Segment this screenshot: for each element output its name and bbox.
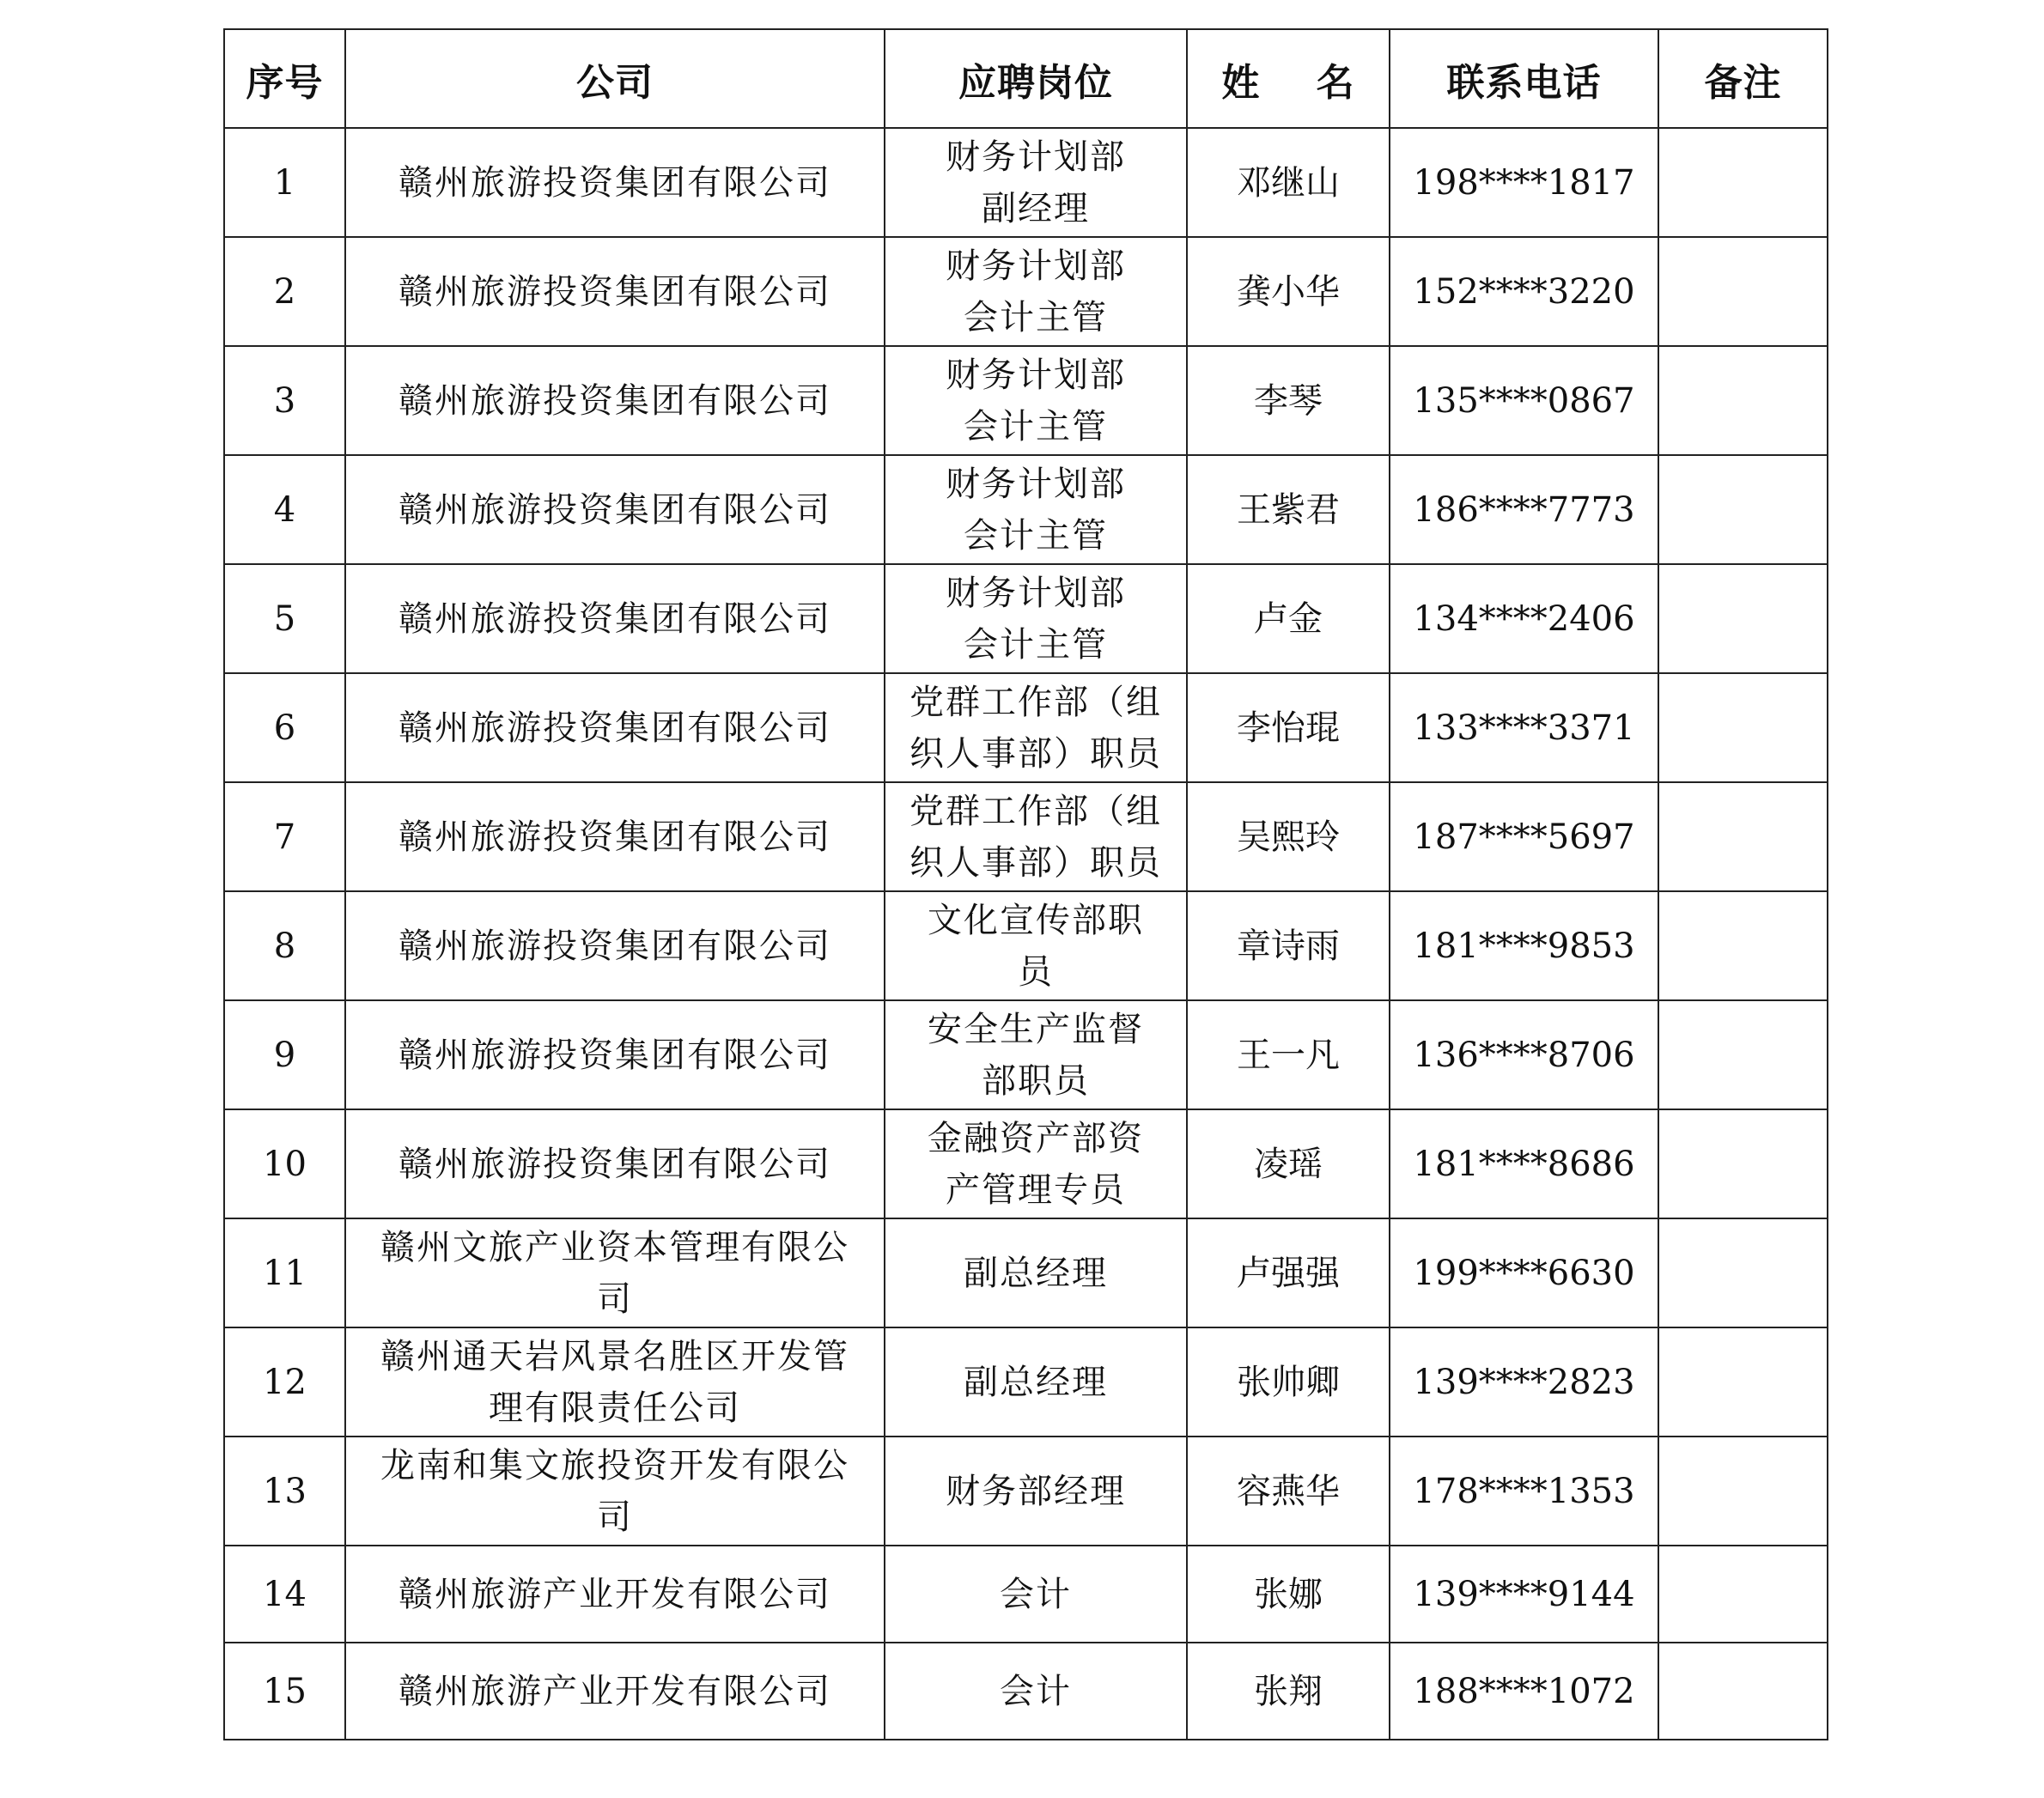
table-row — [224, 346, 1828, 455]
cell-company: 赣州旅游投资集团有限公司 — [345, 455, 885, 564]
cell-phone: 133****3371 — [1390, 673, 1658, 782]
table-row — [224, 1643, 1828, 1740]
cell-index: 5 — [224, 564, 345, 673]
cell-remark — [1658, 1437, 1828, 1546]
cell-name: 龚小华 — [1187, 237, 1390, 346]
header-company: 公司 — [345, 29, 885, 128]
cell-name: 章诗雨 — [1187, 891, 1390, 1000]
cell-company: 赣州旅游投资集团有限公司 — [345, 237, 885, 346]
cell-company: 赣州旅游投资集团有限公司 — [345, 564, 885, 673]
cell-phone: 152****3220 — [1390, 237, 1658, 346]
cell-remark — [1658, 1109, 1828, 1218]
cell-name: 凌瑶 — [1187, 1109, 1390, 1218]
cell-position: 会计 — [885, 1546, 1187, 1643]
cell-company: 赣州旅游投资集团有限公司 — [345, 1000, 885, 1109]
cell-position — [885, 237, 1187, 346]
cell-position — [885, 1000, 1187, 1109]
cell-remark — [1658, 1546, 1828, 1643]
table-row — [224, 1437, 1828, 1546]
company-text: 龙南和集文旅投资开发有限公司 — [380, 1445, 849, 1537]
cell-position: 财务部经理 — [885, 1437, 1187, 1546]
position-text: 党群工作部（组织人事部）职员 — [909, 682, 1162, 774]
cell-remark — [1658, 1218, 1828, 1327]
cell-position — [885, 128, 1187, 237]
cell-phone: 178****1353 — [1390, 1437, 1658, 1546]
cell-name: 王紫君 — [1187, 455, 1390, 564]
cell-phone: 199****6630 — [1390, 1218, 1658, 1327]
cell-index: 1 — [224, 128, 345, 237]
table-row — [224, 128, 1828, 237]
cell-position: 副总经理 — [885, 1218, 1187, 1327]
cell-company — [345, 1437, 885, 1546]
cell-index: 3 — [224, 346, 345, 455]
cell-phone: 188****1072 — [1390, 1643, 1658, 1740]
cell-name: 邓继山 — [1187, 128, 1390, 237]
table-row — [224, 564, 1828, 673]
cell-position — [885, 1109, 1187, 1218]
cell-phone: 139****2823 — [1390, 1327, 1658, 1437]
cell-phone: 139****9144 — [1390, 1546, 1658, 1643]
header-position: 应聘岗位 — [885, 29, 1187, 128]
cell-index: 15 — [224, 1643, 345, 1740]
cell-position: 会计 — [885, 1643, 1187, 1740]
header-phone: 联系电话 — [1390, 29, 1658, 128]
cell-index: 7 — [224, 782, 345, 891]
cell-position — [885, 564, 1187, 673]
table-row — [224, 1546, 1828, 1643]
table-row — [224, 1327, 1828, 1437]
header-name: 姓 名 — [1187, 29, 1390, 128]
cell-position — [885, 891, 1187, 1000]
cell-company: 赣州旅游投资集团有限公司 — [345, 782, 885, 891]
company-text: 赣州通天岩风景名胜区开发管理有限责任公司 — [380, 1336, 849, 1428]
cell-phone: 187****5697 — [1390, 782, 1658, 891]
position-text: 财务计划部副经理 — [946, 137, 1126, 228]
cell-name: 张帅卿 — [1187, 1327, 1390, 1437]
cell-name: 王一凡 — [1187, 1000, 1390, 1109]
cell-name: 卢金 — [1187, 564, 1390, 673]
position-text: 金融资产部资产管理专员 — [928, 1118, 1144, 1210]
applicant-table — [223, 28, 1828, 1740]
cell-phone: 198****1817 — [1390, 128, 1658, 237]
table-row — [224, 673, 1828, 782]
cell-index: 11 — [224, 1218, 345, 1327]
cell-name: 卢强强 — [1187, 1218, 1390, 1327]
cell-remark — [1658, 346, 1828, 455]
cell-index: 6 — [224, 673, 345, 782]
cell-remark — [1658, 1643, 1828, 1740]
cell-company: 赣州旅游投资集团有限公司 — [345, 673, 885, 782]
cell-name: 张翔 — [1187, 1643, 1390, 1740]
cell-name: 吴熙玲 — [1187, 782, 1390, 891]
cell-position: 副总经理 — [885, 1327, 1187, 1437]
cell-index: 10 — [224, 1109, 345, 1218]
cell-index: 8 — [224, 891, 345, 1000]
cell-remark — [1658, 455, 1828, 564]
cell-company: 赣州旅游投资集团有限公司 — [345, 128, 885, 237]
cell-name: 李怡琨 — [1187, 673, 1390, 782]
position-text: 财务计划部会计主管 — [946, 464, 1126, 556]
header-remark: 备注 — [1658, 29, 1828, 128]
cell-phone: 136****8706 — [1390, 1000, 1658, 1109]
table-row — [224, 1000, 1828, 1109]
cell-remark — [1658, 564, 1828, 673]
cell-company: 赣州旅游产业开发有限公司 — [345, 1643, 885, 1740]
table-row — [224, 237, 1828, 346]
company-text: 赣州文旅产业资本管理有限公司 — [380, 1227, 849, 1319]
position-text: 财务计划部会计主管 — [946, 246, 1126, 337]
cell-company — [345, 1218, 885, 1327]
cell-index: 13 — [224, 1437, 345, 1546]
cell-position — [885, 346, 1187, 455]
cell-remark — [1658, 1000, 1828, 1109]
table-row — [224, 1218, 1828, 1327]
cell-phone: 134****2406 — [1390, 564, 1658, 673]
cell-phone: 181****9853 — [1390, 891, 1658, 1000]
cell-phone: 186****7773 — [1390, 455, 1658, 564]
header-row — [224, 29, 1828, 128]
cell-position — [885, 673, 1187, 782]
table-row — [224, 455, 1828, 564]
position-text: 财务计划部会计主管 — [946, 573, 1126, 665]
cell-phone: 135****0867 — [1390, 346, 1658, 455]
cell-company: 赣州旅游投资集团有限公司 — [345, 891, 885, 1000]
position-text: 财务计划部会计主管 — [946, 355, 1126, 446]
cell-index: 14 — [224, 1546, 345, 1643]
cell-company: 赣州旅游投资集团有限公司 — [345, 346, 885, 455]
table-row — [224, 891, 1828, 1000]
cell-phone: 181****8686 — [1390, 1109, 1658, 1218]
cell-position — [885, 782, 1187, 891]
cell-name: 容燕华 — [1187, 1437, 1390, 1546]
cell-company — [345, 1327, 885, 1437]
table-row — [224, 782, 1828, 891]
cell-name: 张娜 — [1187, 1546, 1390, 1643]
cell-name: 李琴 — [1187, 346, 1390, 455]
header-index: 序号 — [224, 29, 345, 128]
cell-index: 9 — [224, 1000, 345, 1109]
cell-remark — [1658, 1327, 1828, 1437]
cell-remark — [1658, 891, 1828, 1000]
table-row — [224, 1109, 1828, 1218]
cell-remark — [1658, 237, 1828, 346]
position-text: 安全生产监督部职员 — [928, 1009, 1144, 1101]
cell-index: 12 — [224, 1327, 345, 1437]
cell-remark — [1658, 128, 1828, 237]
cell-company: 赣州旅游投资集团有限公司 — [345, 1109, 885, 1218]
cell-index: 2 — [224, 237, 345, 346]
cell-remark — [1658, 782, 1828, 891]
position-text: 文化宣传部职员 — [928, 900, 1144, 992]
cell-position — [885, 455, 1187, 564]
cell-remark — [1658, 673, 1828, 782]
position-text: 党群工作部（组织人事部）职员 — [909, 791, 1162, 883]
cell-index: 4 — [224, 455, 345, 564]
cell-company: 赣州旅游产业开发有限公司 — [345, 1546, 885, 1643]
